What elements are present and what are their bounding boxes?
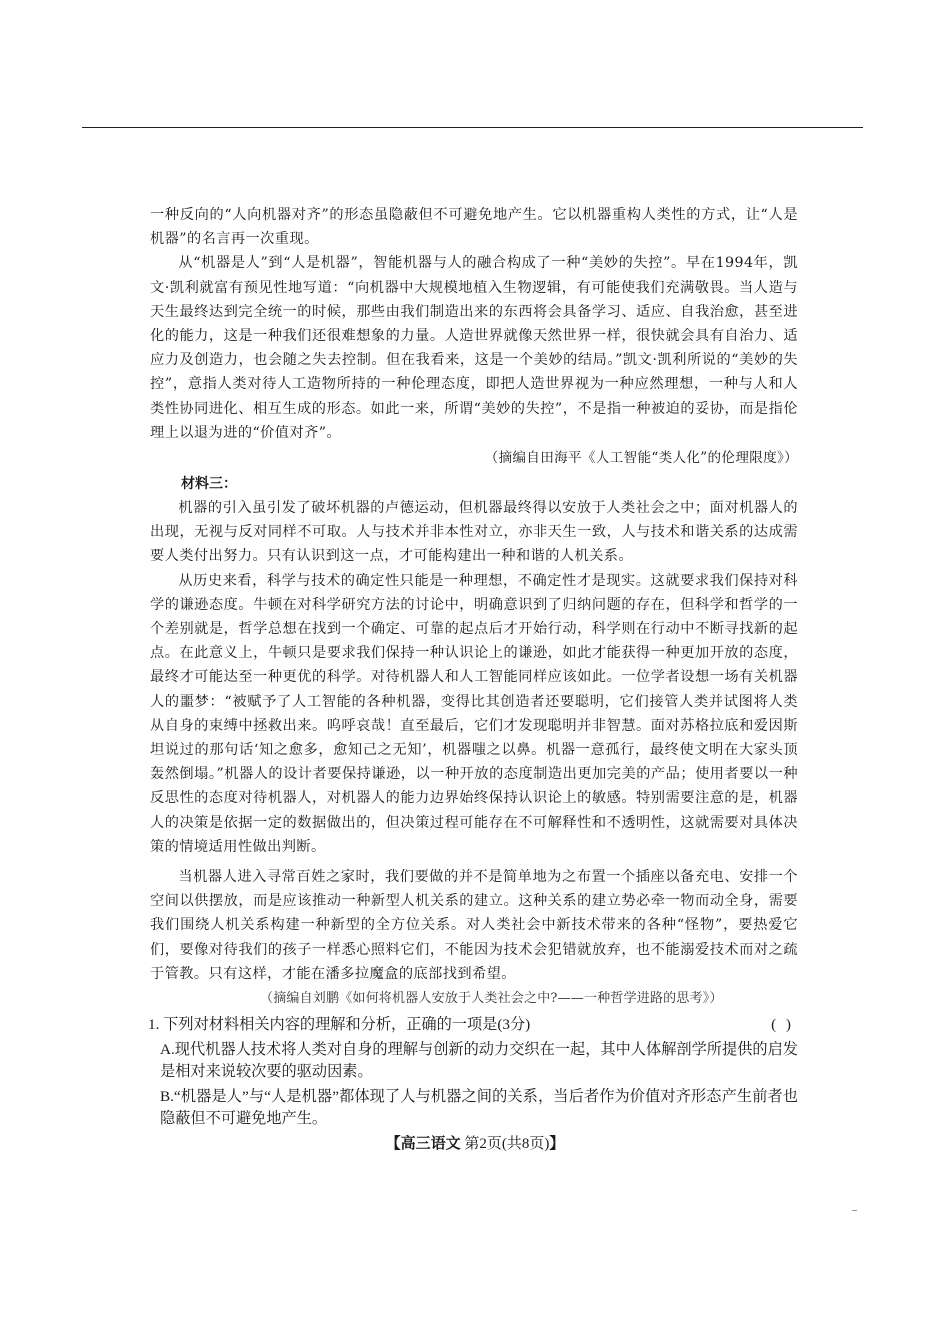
passage — [150, 203, 798, 1010]
question-stem-row — [148, 1014, 798, 1037]
paragraph-3: 机器的引入虽引发了破坏机器的卢德运动，但机器最终得以安放于人类社会之中；面对机器人的出现，无视与反对同样不可取。人与技术并非本性对立，亦非天生一致，人与技术和谐关系的达成需要人类付出努力。只有认识到这一点，才可能构建出一种和谐的人机关系。 — [150, 500, 798, 565]
question-1 — [148, 1014, 798, 1131]
source-citation-2: （摘编自刘鹏《如何将机器人安放于人类社会之中?——一种哲学进路的思考》） — [260, 991, 723, 1007]
paragraph-4: 从历史来看，科学与技术的确定性只能是一种理想，不确定性才是现实。这就要求我们保持对科学的谦逊态度。牛顿在对科学研究方法的讨论中，明确意识到了归纳问题的存在，但科学和哲学的一个差别就是，哲学总想在找到一个确定、可靠的起点后才开始行动，科学则在行动中不断寻找新的起点。在此意义上，牛顿只是要求我们保持一种认识论上的谦逊，如此才能获得一种更加开放的态度，最终才可能达至一种更优的科学。对待机器人和人工智能同样应该如此。一位学者设想一场有关机器人的噩梦：“被赋予了人工智能的各种机器，变得比其创造者还要聪明，它们接管人类并试图将人类从自身的束缚中拯救出来。呜呼哀哉！直至最后，它们才发现聪明并非智慧。面对苏格拉底和爱因斯坦说过的那句话‘知之愈多，愈知己之无知’，机器嗤之以鼻。机器一意孤行，最终使文明在大家头顶轰然倒塌。”机器人的设计者要保持谦逊，以一种开放的态度制造出更加完美的产品；使用者要以一种反思性的态度对待机器人，对机器人的能力边界始终保持认识论上的敏感。特别需要注意的是，机器人的决策是依据一定的数据做出的，但决策过程可能存在不可解释性和不透明性，这就需要对具体决策的情境适用性做出判断。 — [150, 572, 798, 855]
scan-mark — [852, 1210, 857, 1211]
paragraph-5: 当机器人进入寻常百姓之家时，我们要做的并不是简单地为之布置一个插座以备充电、安排一个空间以供摆放，而是应该推动一种新型人机关系的建立。这种关系的建立势必牵一物而动全身，需要我们围绕人机关系构建一种新型的全方位关系。对人类社会中新技术带来的各种“怪物”，要热爱它们，要像对待我们的孩子一样悉心照料它们，不能因为技术会犯错就放弃，也不能溺爱技术而对之疏于管教。只有这样，才能在潘多拉魔盒的底部找到希望。 — [150, 869, 798, 982]
question-stem: 1. 下列对材料相关内容的理解和分析，正确的一项是(3分) — [148, 1016, 531, 1033]
footer-page-number: 第2页(共8页) — [460, 1136, 550, 1152]
answer-bracket: ( ) — [771, 1016, 794, 1033]
material-three-heading: 材料三： — [181, 476, 237, 493]
source-citation-1: （摘编自田海平《人工智能“类人化”的伦理限度》） — [484, 450, 798, 467]
footer-subject: 【高三语文 — [385, 1136, 461, 1152]
paragraph-1: 一种反向的“人向机器对齐”的形态虽隐蔽但不可避免地产生。它以机器重构人类性的方式，让“人是机器”的名言再一次重现。 — [150, 207, 798, 248]
page-footer — [0, 1132, 950, 1153]
paragraph-2: 从“机器是人”到“人是机器”，智能机器与人的融合构成了一种“美妙的失控”。早在1994年，凯文·凯利就富有预见性地写道：“向机器中大规模地植入生物逻辑，有可能使我们充满敬畏。当人造与天生最终达到完全统一的时候，那些由我们制造出来的东西将会具备学习、适应、自我治愈，甚至进化的能力，这是一种我们还很难想象的力量。人造世界就像天然世界一样，很快就会具有自治力、适应力及创造力，也会随之失去控制。但在我看来，这是一个美妙的结局。”凯文·凯利所说的“美妙的失控”，意指人类对待人工造物所持的一种伦理态度，即把人造世界视为一种应然理想，一种与人和人类性协同进化、相互生成的形态。如此一来，所谓“美妙的失控”，不是指一种被迫的妥协，而是指伦理上以退为进的“价值对齐”。 — [150, 255, 798, 441]
option-b: B.“机器是人”与“人是机器”都体现了人与机器之间的关系，当后者作为价值对齐形态产生前者也隐蔽但不可避免地产生。 — [160, 1087, 798, 1127]
option-a: A.现代机器人技术将人类对自身的理解与创新的动力交织在一起，其中人体解剖学所提供的启发是相对来说较次要的驱动因素。 — [160, 1040, 798, 1080]
header-rule — [82, 127, 863, 128]
footer-bracket-end: 】 — [549, 1136, 565, 1152]
